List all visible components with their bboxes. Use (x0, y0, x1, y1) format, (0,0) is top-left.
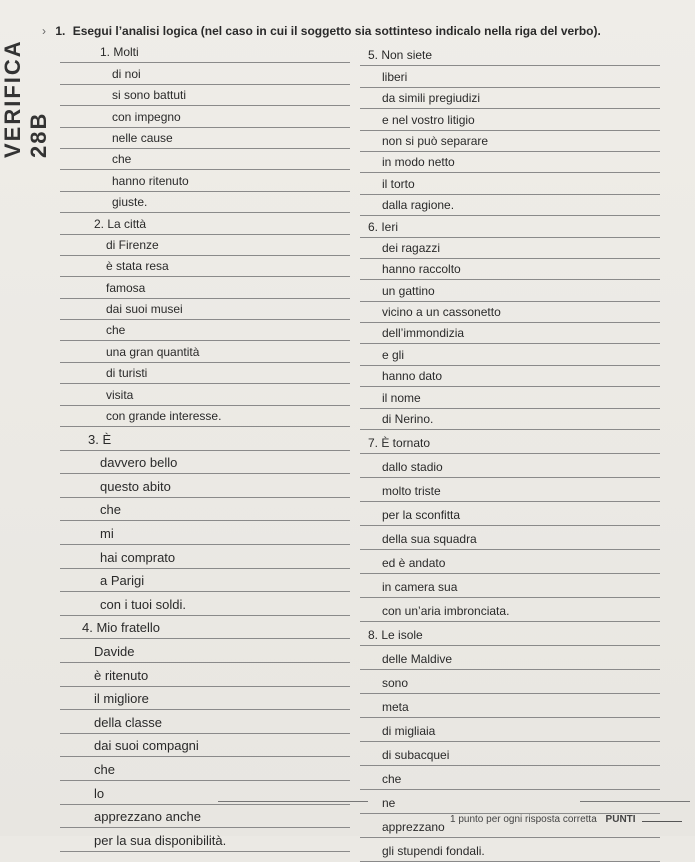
answer-row[interactable] (360, 323, 660, 344)
answer-row[interactable] (60, 710, 350, 734)
row-text: di subacquei (382, 748, 450, 763)
row-text: di turisti (106, 366, 148, 381)
answer-row[interactable] (60, 828, 350, 852)
row-text: nelle cause (112, 130, 173, 145)
row-text: che (94, 761, 115, 777)
row-text: 8. Le isole (368, 628, 423, 643)
answer-row[interactable] (60, 569, 350, 593)
row-text: 2. La città (94, 216, 147, 231)
answer-row[interactable] (60, 299, 350, 320)
row-text: dallo stadio (382, 460, 443, 475)
answer-row[interactable] (60, 757, 350, 781)
row-text: da simili pregiudizi (382, 91, 481, 106)
answer-row[interactable] (360, 152, 660, 173)
answer-row[interactable] (60, 592, 350, 616)
answer-row[interactable] (60, 63, 350, 84)
row-text: hanno raccolto (382, 262, 461, 277)
answer-row[interactable] (60, 235, 350, 256)
exercise-instruction: Esegui l’analisi logica (nel caso in cui il soggetto sia sottinteso indicalo nella riga del verbo). (72, 24, 601, 38)
answer-row[interactable] (60, 277, 350, 298)
answer-row[interactable] (360, 502, 660, 526)
answer-row[interactable] (360, 550, 660, 574)
answer-row[interactable] (60, 687, 350, 711)
row-text: con i tuoi soldi. (100, 596, 186, 612)
answer-row[interactable] (60, 213, 350, 234)
row-text: liberi (382, 69, 408, 84)
score-note: 1 punto per ogni risposta corretta (450, 814, 597, 825)
answer-row[interactable] (360, 173, 660, 194)
row-text: delle Maldive (382, 652, 453, 667)
answer-row[interactable] (60, 106, 350, 127)
answer-row[interactable] (360, 598, 660, 622)
answer-row[interactable] (60, 128, 350, 149)
row-text: della classe (94, 714, 162, 730)
answer-row[interactable] (360, 790, 660, 814)
answer-row[interactable] (60, 341, 350, 362)
row-text: il torto (382, 176, 415, 191)
row-text: per la sua disponibilità. (94, 832, 227, 848)
row-text: dei ragazzi (382, 240, 441, 255)
row-text: molto triste (382, 484, 441, 499)
row-text: questo abito (100, 478, 171, 494)
answer-row[interactable] (360, 838, 660, 862)
row-text: lo (94, 785, 105, 801)
row-text: di Firenze (106, 237, 159, 252)
row-text: il nome (382, 390, 421, 405)
row-text: con un’aria imbronciata. (382, 604, 510, 619)
left-column (60, 42, 350, 852)
answer-row[interactable] (360, 454, 660, 478)
answer-row[interactable] (360, 430, 660, 454)
score-label: PUNTI (605, 814, 636, 825)
score-blank[interactable] (642, 821, 682, 822)
row-text: visita (106, 387, 134, 402)
answer-row[interactable] (360, 742, 660, 766)
answer-row[interactable] (60, 320, 350, 341)
answer-row[interactable] (360, 131, 660, 152)
answer-row[interactable] (60, 639, 350, 663)
answer-row[interactable] (60, 406, 350, 427)
row-text: di migliaia (382, 724, 436, 739)
row-text: che (100, 502, 121, 518)
answer-row[interactable] (60, 170, 350, 191)
row-text: ne (382, 796, 396, 811)
row-text: hai comprato (100, 549, 176, 565)
header-mark: › (42, 24, 46, 38)
answer-row[interactable] (60, 149, 350, 170)
answer-row[interactable] (60, 521, 350, 545)
answer-row[interactable] (360, 88, 660, 109)
row-text: Davide (94, 643, 135, 659)
row-text: meta (382, 700, 409, 715)
row-text: sono (382, 676, 409, 691)
row-text: in modo netto (382, 155, 455, 170)
row-text: 5. Non siete (368, 48, 433, 63)
row-text: giuste. (112, 195, 148, 210)
answer-line-left-tail[interactable] (218, 801, 368, 802)
answer-row[interactable] (360, 766, 660, 790)
row-text: una gran quantità (106, 344, 200, 359)
row-text: 4. Mio fratello (82, 620, 161, 636)
row-text: 1. Molti (100, 45, 139, 60)
answer-row[interactable] (360, 66, 660, 87)
row-text: mi (100, 526, 114, 541)
row-text: in camera sua (382, 580, 458, 595)
right-column (360, 45, 660, 862)
answer-line-right-tail[interactable] (580, 801, 690, 802)
row-text: che (106, 323, 126, 338)
row-text: per la sconfitta (382, 508, 461, 523)
answer-row[interactable] (60, 498, 350, 522)
answer-row[interactable] (60, 192, 350, 213)
answer-row[interactable] (360, 216, 660, 237)
answer-row[interactable] (60, 85, 350, 106)
row-text: 6. Ieri (368, 219, 399, 234)
answer-row[interactable] (360, 45, 660, 66)
answer-row[interactable] (360, 344, 660, 365)
row-text: apprezzano anche (94, 809, 201, 825)
answer-row[interactable] (60, 545, 350, 569)
row-text: un gattino (382, 283, 435, 298)
row-text: davvero bello (100, 455, 178, 471)
row-text: dai suoi musei (106, 302, 183, 317)
answer-row[interactable] (360, 646, 660, 670)
answer-row[interactable] (60, 805, 350, 829)
answer-row[interactable] (360, 694, 660, 718)
answer-row[interactable] (360, 259, 660, 280)
row-text: e nel vostro litigio (382, 112, 475, 127)
row-text: gli stupendi fondali. (382, 844, 485, 859)
row-text: con grande interesse. (106, 409, 222, 424)
side-label: VERIFICA 28B (0, 40, 51, 158)
answer-row[interactable] (360, 280, 660, 301)
answer-row[interactable] (360, 409, 660, 430)
answer-row[interactable] (360, 387, 660, 408)
answer-row[interactable] (60, 451, 350, 475)
answer-row[interactable] (360, 478, 660, 502)
row-text: il migliore (94, 691, 149, 707)
answer-row[interactable] (60, 474, 350, 498)
row-text: hanno dato (382, 369, 443, 384)
answer-row[interactable] (360, 574, 660, 598)
row-text: che (382, 772, 402, 787)
row-text: dalla ragione. (382, 198, 455, 213)
row-text: famosa (106, 280, 146, 295)
answer-row[interactable] (60, 663, 350, 687)
row-text: 7. È tornato (368, 436, 431, 451)
row-text: della sua squadra (382, 532, 477, 547)
answer-row[interactable] (360, 670, 660, 694)
answer-row[interactable] (360, 622, 660, 646)
exercise-header (42, 24, 682, 38)
answer-row[interactable] (60, 363, 350, 384)
row-text: che (112, 152, 132, 167)
row-text: e gli (382, 347, 405, 362)
exercise-number: 1. (55, 24, 66, 38)
answer-row[interactable] (360, 366, 660, 387)
row-text: di Nerino. (382, 412, 434, 427)
answer-row[interactable] (60, 384, 350, 405)
answer-row[interactable] (360, 238, 660, 259)
row-text: vicino a un cassonetto (382, 305, 501, 320)
row-text: 3. È (88, 431, 112, 447)
row-text: è ritenuto (94, 667, 149, 683)
answer-row[interactable] (360, 195, 660, 216)
row-text: dai suoi compagni (94, 738, 199, 754)
row-text: di noi (112, 66, 141, 81)
answer-row[interactable] (60, 616, 350, 640)
answer-row[interactable] (60, 734, 350, 758)
answer-row[interactable] (360, 526, 660, 550)
row-text: è stata resa (106, 259, 169, 274)
answer-row[interactable] (360, 718, 660, 742)
answer-row[interactable] (360, 302, 660, 323)
answer-row[interactable] (360, 109, 660, 130)
row-text: hanno ritenuto (112, 173, 189, 188)
row-text: apprezzano (382, 820, 445, 835)
row-text: non si può separare (382, 133, 489, 148)
row-text: con impegno (112, 109, 181, 124)
row-text: ed è andato (382, 556, 446, 571)
answer-row[interactable] (60, 427, 350, 451)
score-footer (450, 814, 682, 825)
row-text: a Parigi (100, 573, 145, 589)
answer-row[interactable] (60, 42, 350, 63)
row-text: si sono battuti (112, 88, 187, 103)
answer-row[interactable] (60, 256, 350, 277)
row-text: dell’immondizia (382, 326, 465, 341)
